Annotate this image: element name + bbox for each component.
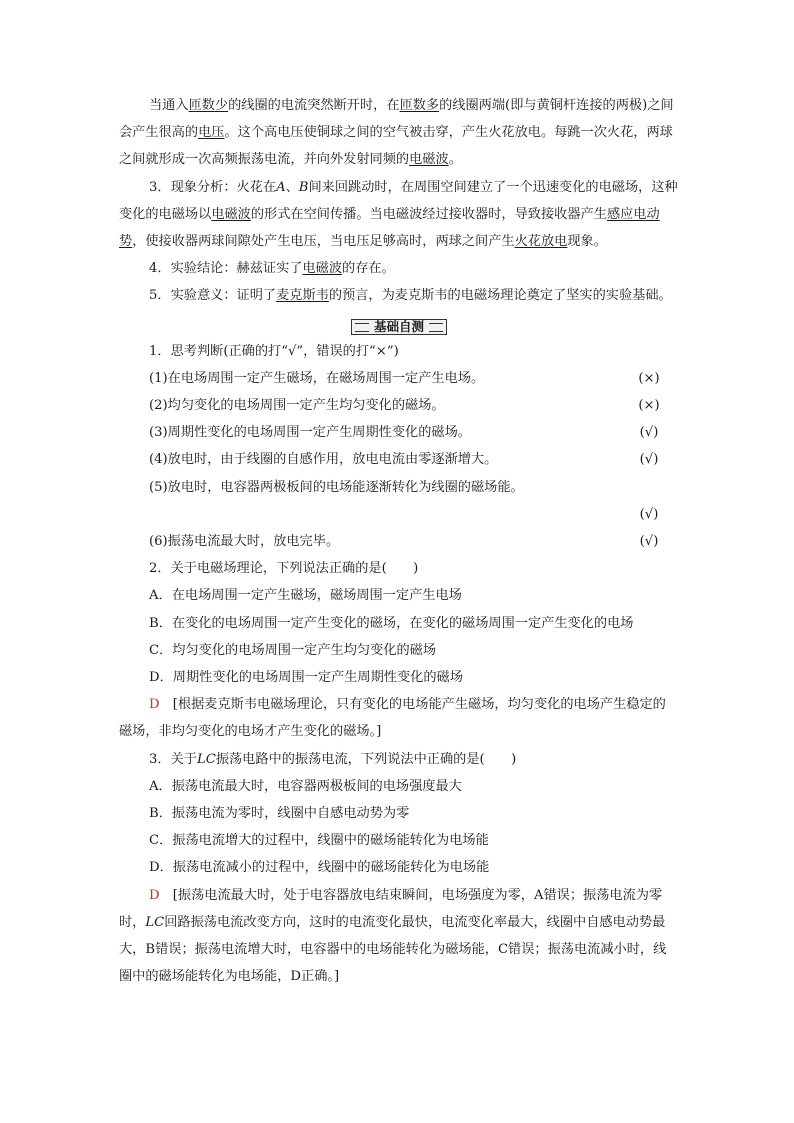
variable: LC xyxy=(145,914,165,930)
underlined-answer: 火花放电 xyxy=(514,234,568,250)
underlined-answer: 电磁波 xyxy=(409,152,449,168)
answer-explanation: 回路振荡电流改变方向，这时的电流变化最快，电流变化率最大，线圈中自感电动势最大，B错误；振荡电流增大时，电容器中的电场能转化为磁场能，C错误；振荡电流减小时，线圈中的磁场能转化为电场能，D正确。] xyxy=(119,914,667,985)
question-2-title: 2．关于电磁场理论，下列说法正确的是( ) xyxy=(149,561,419,577)
text: 振荡电路中的振荡电流，下列说法中正确的是( ) xyxy=(215,751,517,767)
underlined-answer: 麦克斯韦 xyxy=(276,288,329,304)
option-a: A．振荡电流最大时，电容器两极板间的电场强度最大 xyxy=(149,778,462,794)
intro-paragraph-2 xyxy=(119,174,679,256)
text: 的预言，为麦克斯韦的电磁场理论奠定了坚实的实验基础。 xyxy=(328,288,672,304)
underlined-answer: 电磁波 xyxy=(302,261,343,277)
option-c: C．均匀变化的电场周围一定产生均匀变化的磁场 xyxy=(149,642,437,658)
judge-mark: (×) xyxy=(638,370,660,386)
text: 间来回跳动时，在周围空间建立了一个迅速变化的电磁场，这种变化的电磁场以 xyxy=(119,179,678,222)
content xyxy=(119,92,679,991)
option-a: A．在电场周围一定产生磁场，磁场周围一定产生电场 xyxy=(149,588,462,604)
text: 的线圈的电流突然断开时，在 xyxy=(228,98,400,113)
option-d: D．周期性变化的电场周围一定产生周期性变化的磁场 xyxy=(149,670,463,686)
judge-item xyxy=(119,501,679,528)
text: 现象。 xyxy=(567,234,607,250)
answer-letter: D xyxy=(149,887,160,903)
variable: B xyxy=(298,179,309,195)
judge-mark: (×) xyxy=(638,398,660,414)
judge-mark: (√) xyxy=(639,452,659,468)
underlined-answer: 匝数多 xyxy=(399,98,440,113)
text: 4．实验结论：赫兹证实了 xyxy=(149,261,303,277)
question-3-answer xyxy=(119,882,679,991)
judge-item xyxy=(119,365,679,392)
judge-text: (5)放电时，电容器两极板间的电场能逐渐转化为线圈的磁场能。 xyxy=(149,479,524,495)
intro-paragraph-1 xyxy=(119,92,679,174)
intro-paragraph-3 xyxy=(119,255,679,282)
answer-explanation: [振荡电流最大时，处于电容器放电结束瞬间，电场强度为零，A错误；振荡电流为零时， xyxy=(119,887,663,930)
text: 、 xyxy=(285,179,299,195)
underlined-answer: 电磁波 xyxy=(211,206,251,222)
judge-text: (3)周期性变化的电场周围一定产生周期性变化的磁场。 xyxy=(149,425,471,441)
judge-text: (1)在电场周围一定产生磁场，在磁场周围一定产生电场。 xyxy=(149,370,485,386)
text: ，使接收器两球间隙处产生电压，当电压足够高时，两球之间产生 xyxy=(132,234,515,250)
judge-item xyxy=(119,392,679,419)
text: 5．实验意义：证明了 xyxy=(149,288,277,304)
judge-text: (4)放电时，由于线圈的自感作用，放电电流由零逐渐增大。 xyxy=(149,452,498,468)
option-c: C．振荡电流增大的过程中，线圈中的磁场能转化为电场能 xyxy=(149,833,489,849)
underlined-answer: 感应电动势 xyxy=(119,206,660,250)
variable: A xyxy=(276,179,286,195)
judge-mark: (√) xyxy=(639,425,659,441)
judge-text: (2)均匀变化的电场周围一定产生均匀变化的磁场。 xyxy=(149,398,445,414)
question-3-title xyxy=(119,746,679,773)
section-banner-wrap xyxy=(119,314,679,334)
judge-text: (6)振荡电流最大时，放电完毕。 xyxy=(149,534,340,550)
variable: LC xyxy=(196,751,216,767)
judge-mark: (√) xyxy=(639,534,659,550)
option-d: D．振荡电流减小的过程中，线圈中的磁场能转化为电场能 xyxy=(149,860,490,876)
answer-letter: D xyxy=(149,697,160,713)
judge-mark: (√) xyxy=(639,506,659,522)
judge-item xyxy=(119,419,679,446)
judge-item xyxy=(119,446,679,473)
intro-paragraph-4 xyxy=(119,282,679,309)
underlined-answer: 电压 xyxy=(198,125,225,141)
text: 3．现象分析：火花在 xyxy=(149,179,277,195)
text: 3．关于 xyxy=(149,751,197,767)
text: 。这个高电压使铜球之间的空气被击穿，产生火花放电。每跳一次火花，两球之间就形成一次高频振荡电流，并向外发射同频的 xyxy=(119,125,673,168)
section-banner: 基础自测 xyxy=(351,319,447,335)
question-2-answer xyxy=(119,691,679,745)
text: 当通入 xyxy=(149,98,189,113)
question-1-title: 1．思考判断(正确的打“√”，错误的打“×”) xyxy=(149,343,399,359)
text: 的线圈两端(即与黄铜杆连接的两极)之间会产生很高的 xyxy=(119,98,674,141)
answer-explanation: [根据麦克斯韦电磁场理论，只有变化的电场能产生磁场，均匀变化的电场产生稳定的磁场，非均匀变化的电场才产生变化的磁场。] xyxy=(119,697,666,740)
text: 。 xyxy=(448,152,462,168)
text: 的存在。 xyxy=(342,261,395,277)
judge-item xyxy=(119,528,679,555)
underlined-answer: 匝数少 xyxy=(188,98,229,113)
option-b: B．在变化的电场周围一定产生变化的磁场，在变化的磁场周围一定产生变化的电场 xyxy=(149,615,634,631)
option-b: B．振荡电流为零时，线圈中自感电动势为零 xyxy=(149,806,410,822)
text: 的形式在空间传播。当电磁波经过接收器时，导致接收器产生 xyxy=(250,206,607,222)
